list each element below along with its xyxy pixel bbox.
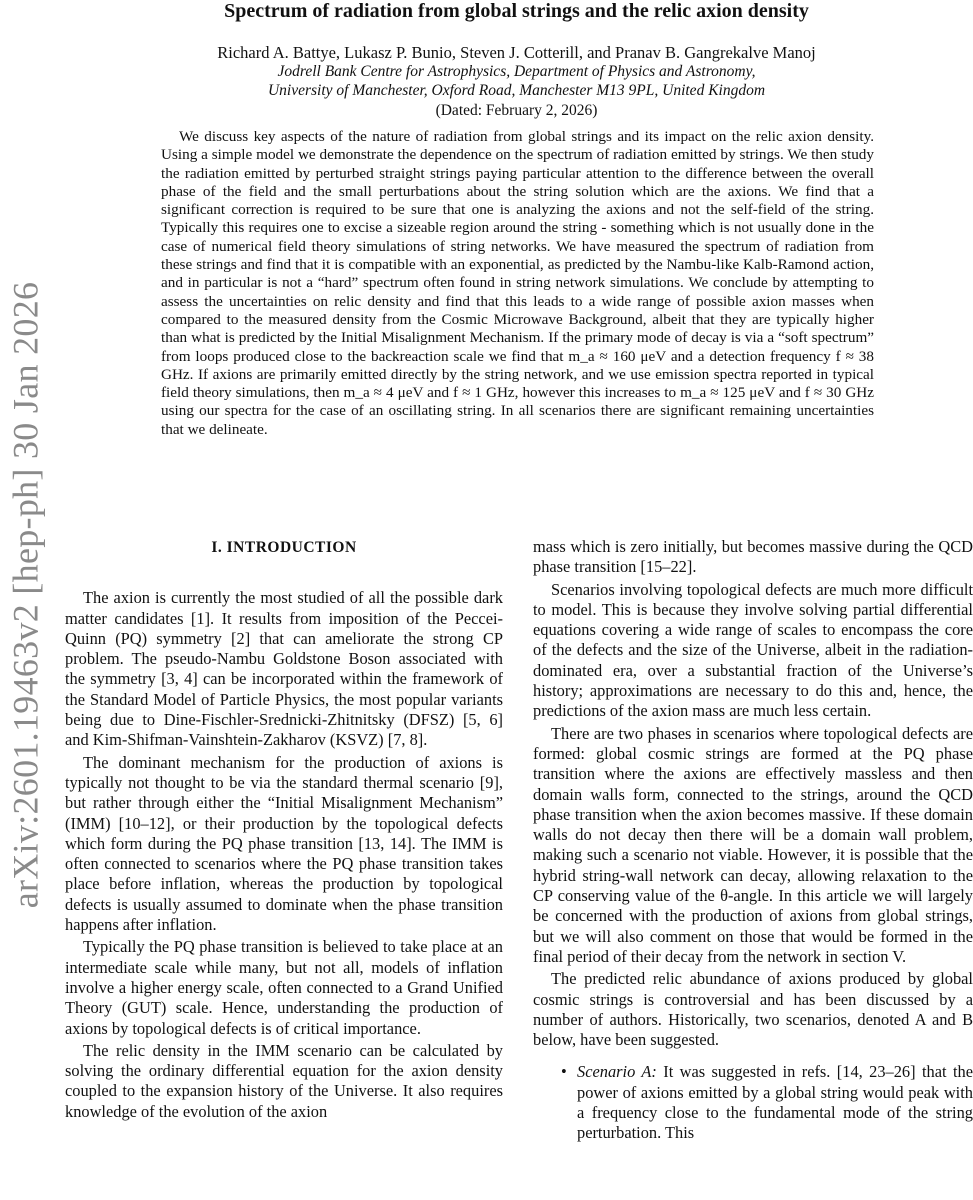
- affiliation-line-1: Jodrell Bank Centre for Astrophysics, Department of Physics and Astronomy,: [277, 63, 756, 80]
- scenario-a-bullet: [533, 1062, 973, 1143]
- bullet-text: It was suggested in refs. [14, 23–26] that the power of axions emitted by a global string would peak with a frequency close to the fundamental mode of the string perturbation. This: [577, 1062, 973, 1143]
- intro-paragraph-3: Typically the PQ phase transition is believed to take place at an intermediate scale while many, but not all, models of inflation involve a higher energy scale, often connected to a Grand Unified Theory (GUT) scale. Hence, understanding the production of axions by topological defects is of critical importance.: [65, 937, 503, 1038]
- arxiv-id: arXiv:2601.19463v2 [hep-ph] 30 Jan 2026: [5, 281, 46, 909]
- abstract-text: We discuss key aspects of the nature of radiation from global strings and its impact on the relic axion density. Using a simple model we demonstrate the dependence on the spectrum of radiation emitted by strings. We then study the radiation emitted by perturbed straight strings paying particular attention to the difference between the overall phase of the field and the small perturbations about the string solution which are the axions. We find that a significant correction is required to be sure that one is analyzing the axions and not the self-field of the string. Typically this requires one to excise a sizeable region around the string - something which is not usually done in the case of numerical field theory simulations of string networks. We have measured the spectrum of radiation from these strings and find that it is compatible with an exponential, as predicted by the Nambu-like Kalb-Ramond action, and in particular is not a “hard” spectrum often found in string network simulations. We conclude by attempting to assess the uncertainties on relic density and find that this leads to a wide range of possible axion masses when compared to the measured density from the Cosmic Microwave Background, albeit that they are typically higher than what is predicted by the Initial Misalignment Mechanism. If the primary mode of decay is via a “soft spectrum” from loops produced close to the backreaction scale we find that m_a ≈ 160 μeV and a detection frequency f ≈ 38 GHz. If axions are primarily emitted directly by the string network, and we use emission spectra reported in typical field theory simulations, then m_a ≈ 4 μeV and f ≈ 1 GHz, however this increases to m_a ≈ 125 μeV and f ≈ 30 GHz using our spectra for the case of an oscillating string. In all scenarios there are significant remaining uncertainties that we delineate.: [161, 128, 874, 438]
- author-list: Richard A. Battye, Lukasz P. Bunio, Steven J. Cotterill, and Pranav B. Gangrekalve Manoj: [217, 43, 816, 62]
- intro-paragraph-2: The dominant mechanism for the production of axions is typically not thought to be via the standard thermal scenario [9], but rather through either the “Initial Misalignment Mechanism” (IMM) [10–12], or their production by the topological defects which form during the PQ phase transition [13, 14]. The IMM is often connected to scenarios where the PQ phase transition takes place before inflation, whereas the production by topological defects is usually assumed to dominate when the phase transition happens after inflation.: [65, 752, 503, 935]
- bullet-label: Scenario A:: [577, 1062, 657, 1082]
- right-paragraph-1: Scenarios involving topological defects are much more difficult to model. This is because they involve solving partial differential equations covering a wide range of scales to encompass the core of the defects and the size of the Universe, albeit in the radiation-dominated era, over a substantial fraction of the Universe’s history; approximations are necessary to do this and, hence, the predictions of the axion mass are much less certain.: [533, 579, 973, 721]
- intro-paragraph-1: The axion is currently the most studied of all the possible dark matter candidates [1]. It results from imposition of the Peccei-Quinn (PQ) symmetry [2] that can ameliorate the strong CP problem. The pseudo-Nambu Goldstone Boson associated with the symmetry [3, 4] can be incorporated within the framework of the Standard Model of Particle Physics, the most popular variants being due to Dine-Fischler-Srednicki-Zhitnitsky (DFSZ) [5, 6] and Kim-Shifman-Vainshtein-Zakharov (KSVZ) [7, 8].: [65, 588, 503, 750]
- abstract: [161, 128, 874, 439]
- dated-line: (Dated: February 2, 2026): [435, 102, 598, 119]
- continuation-paragraph: mass which is zero initially, but becomes massive during the QCD phase transition [15–22].: [533, 537, 973, 577]
- affiliation-line-2: University of Manchester, Oxford Road, Manchester M13 9PL, United Kingdom: [267, 82, 766, 99]
- right-paragraph-3: The predicted relic abundance of axions produced by global cosmic strings is controversial and has been discussed by a number of authors. Historically, two scenarios, denoted A and B below, have been suggested.: [533, 969, 973, 1050]
- bullet-icon: •: [561, 1062, 567, 1082]
- right-paragraph-2: There are two phases in scenarios where topological defects are formed: global cosmic strings are formed at the PQ phase transition where the axions are effectively massless and then domain walls form, connected to the strings, around the QCD phase transition when the axion becomes massive. If these domain walls do not decay then there will be a domain wall problem, making such a scenario not viable. However, it is possible that the hybrid string-wall network can decay, allowing relaxation to the CP conserving value of the θ-angle. In this article we will largely be concerned with the production of axions from global strings, but we will also comment on those that would be formed in the final period of their decay from the network in section V.: [533, 723, 973, 966]
- paper-title: Spectrum of radiation from global strings and the relic axion density: [224, 0, 809, 22]
- section-heading-introduction: I. INTRODUCTION: [211, 539, 357, 556]
- left-column: [65, 534, 503, 1124]
- intro-paragraph-4: The relic density in the IMM scenario can be calculated by solving the ordinary differential equation for the axion density coupled to the expansion history of the Universe. It also requires knowledge of the evolution of the axion: [65, 1040, 503, 1121]
- arxiv-identifier-stamp: [0, 281, 50, 909]
- right-column: [533, 537, 973, 1144]
